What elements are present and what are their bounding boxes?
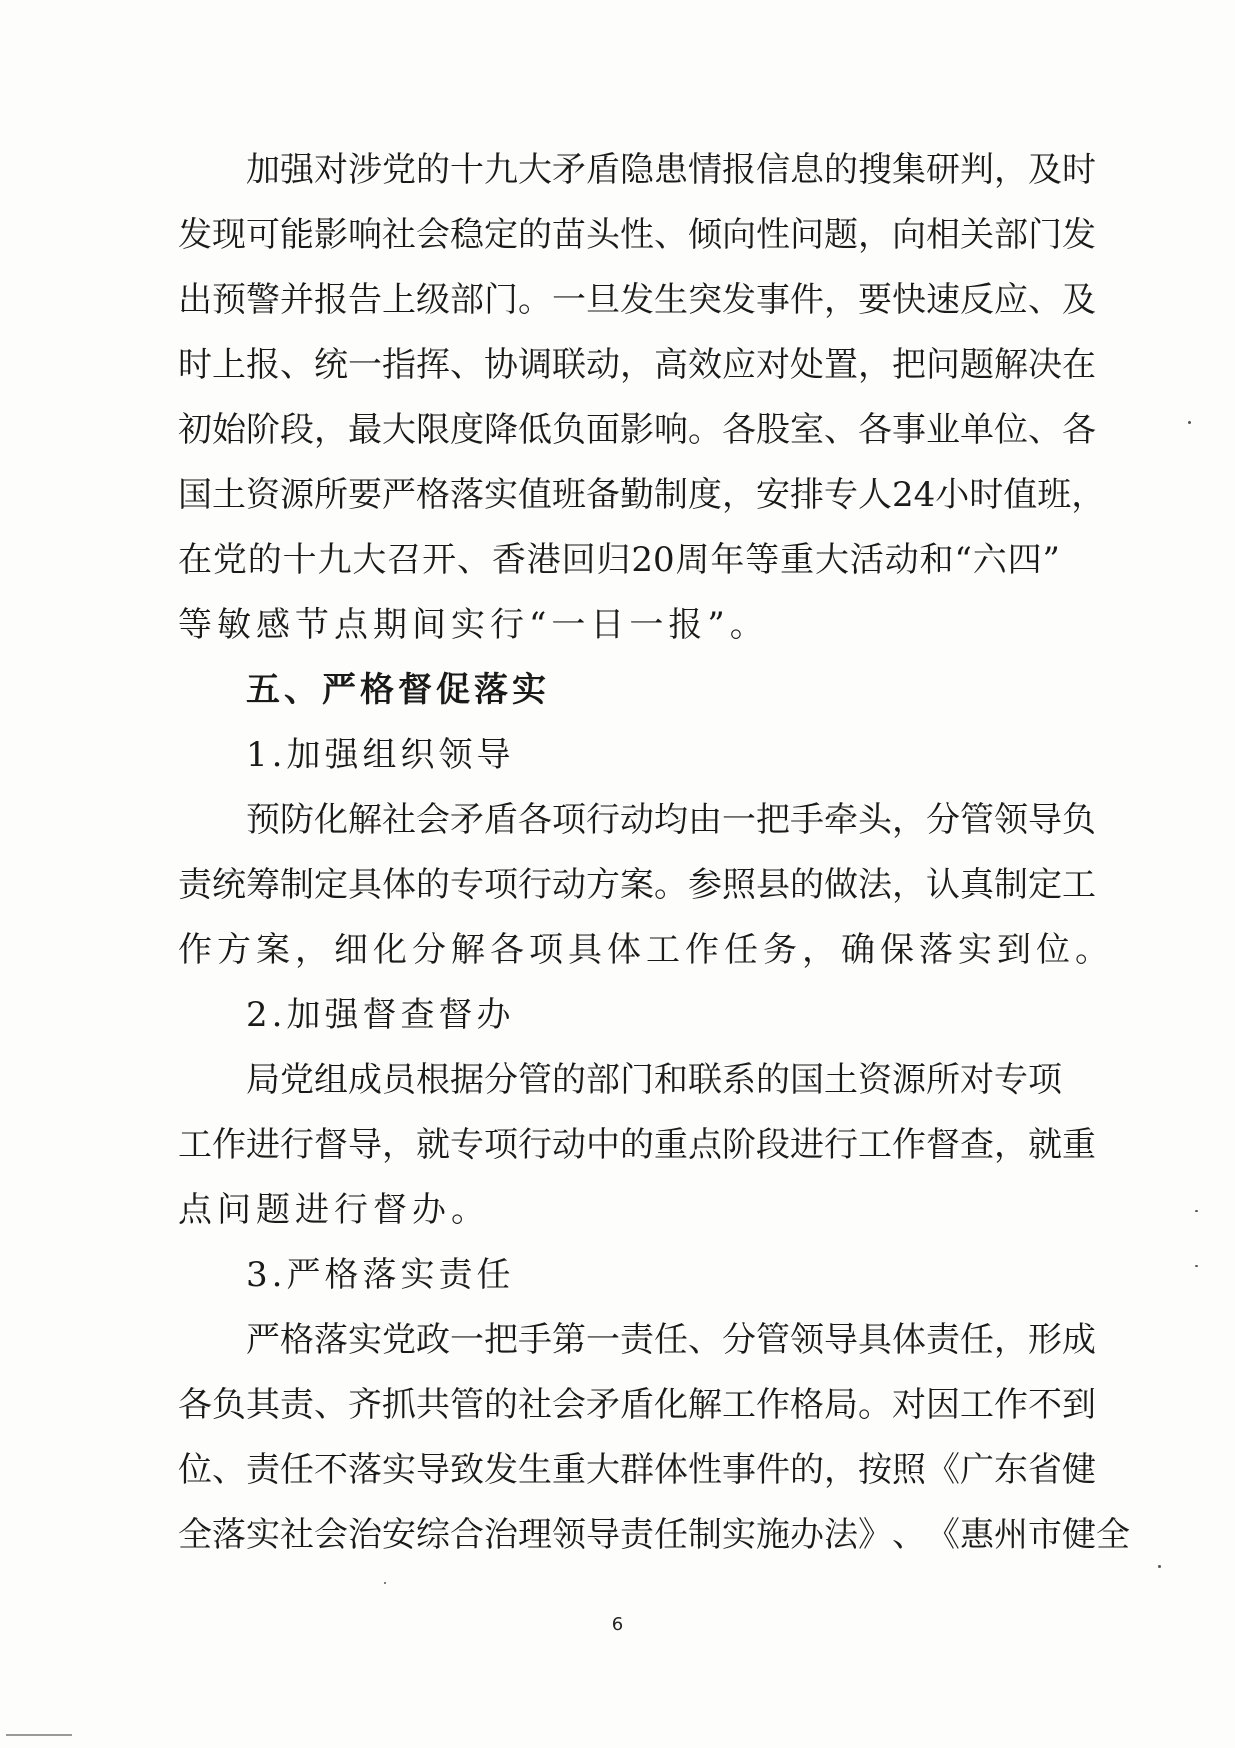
text-line: 初 始 阶 段 ， 最 大 限 度 降 低 负 面 影 响 。 各 股 室 、 各 事 业 单 位 、 各 [178,410,1096,450]
text-line: 点问题进行督办。 [178,1190,490,1230]
scan-speck [1188,421,1191,424]
text-line: 时 上 报 、 统 一 指 挥 、 协 调 联 动 ， 高 效 应 对 处 置 ， 把 问 题 解 决 在 [178,345,1096,385]
text-line: 局 党 组 成 员 根 据 分 管 的 部 门 和 联 系 的 国 土 资 源 所 对 专 项 [246,1060,1062,1100]
text-line: 加 强 对 涉 党 的 十 九 大 矛 盾 隐 患 情 报 信 息 的 搜 集 研 判 ， 及 时 [246,150,1096,190]
text-line: 各 负 其 责 、 齐 抓 共 管 的 社 会 矛 盾 化 解 工 作 格 局 。 对 因 工 作 不 到 [178,1385,1096,1425]
section-heading: 五、严格督促落实 [246,670,550,710]
text-line: 等敏感节点期间实行“一日一报”。 [178,605,769,645]
scan-edge-line [6,1734,72,1736]
text-line: 工 作 进 行 督 导 ， 就 专 项 行 动 中 的 重 点 阶 段 进 行 工 作 督 查 ， 就 重 [178,1125,1096,1165]
scan-speck [1195,1265,1198,1267]
subsection-heading: 3.严格落实责任 [246,1255,515,1295]
scan-speck [1158,1565,1161,1568]
text-line: 预 防 化 解 社 会 矛 盾 各 项 行 动 均 由 一 把 手 牵 头 ， 分 管 领 导 负 [246,800,1096,840]
text-line: 位 、 责 任 不 落 实 导 致 发 生 重 大 群 体 性 事 件 的 ， 按 照 《 广 东 省 健 [178,1450,1096,1490]
text-line: 全 落 实 社 会 治 安 综 合 治 理 领 导 责 任 制 实 施 办 法 》 、 《 惠 州 市 健 全 [178,1515,1130,1555]
text-line: 作方案，细化分解各项具体工作任务，确保落实到位。 [178,930,1114,970]
document-body [178,138,1130,1568]
scan-speck [384,1582,386,1584]
text-line: 发 现 可 能 影 响 社 会 稳 定 的 苗 头 性 、 倾 向 性 问 题 ， 向 相 关 部 门 发 [178,215,1096,255]
page-number: 6 [611,1614,624,1635]
scan-speck [1195,1210,1198,1212]
text-line: 在 党 的 十 九 大 召 开 、 香 港 回 归 20 周 年 等 重 大 活 动 和 “ 六 四 ” [178,540,1060,580]
text-line: 出 预 警 并 报 告 上 级 部 门 。 一 旦 发 生 突 发 事 件 ， 要 快 速 反 应 、 及 [178,280,1096,320]
text-line: 严 格 落 实 党 政 一 把 手 第 一 责 任 、 分 管 领 导 具 体 责 任 ， 形 成 [246,1320,1096,1360]
subsection-heading: 2.加强督查督办 [246,995,515,1035]
text-line: 责 统 筹 制 定 具 体 的 专 项 行 动 方 案 。 参 照 县 的 做 法 ， 认 真 制 定 工 [178,865,1096,905]
subsection-heading: 1.加强组织领导 [246,735,515,775]
text-line: 国 土 资 源 所 要 严 格 落 实 值 班 备 勤 制 度 ， 安 排 专 人 24 小 时 值 班 ， [178,475,1106,515]
